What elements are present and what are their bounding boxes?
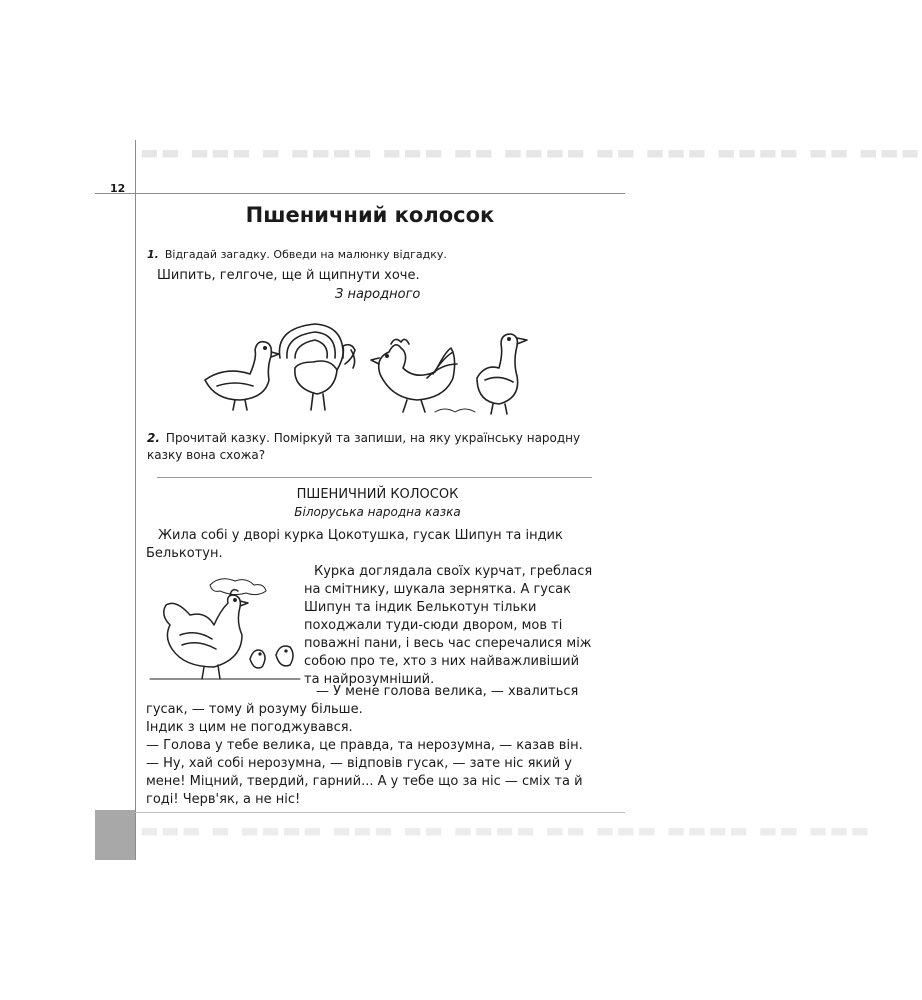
riddle-source: З народного [335,287,421,302]
rooster-icon[interactable] [371,339,457,412]
hen-chicks-illustration [150,575,300,685]
task-2-instruction: Прочитай казку. Поміркуй та запиши, на яку українську народну казку вона схожа? [147,431,581,462]
page-number: 12 [110,182,126,195]
answer-line[interactable] [157,477,592,478]
goose-icon[interactable] [477,334,527,414]
dialogue-line-1: — У мене голова велика, — хвалиться гусак, — тому й розуму більше. [146,684,579,717]
bleed-through-text-bottom: ▬▬▬ ▬ ▬▬▬▬ ▬▬▬ ▬▬ ▬▬▬▬ ▬▬ ▬▬▬ ▬▬▬▬ ▬▬ ▬▬▬ [140,818,872,842]
header-line [95,193,625,194]
duck-icon[interactable] [205,342,279,410]
dialogue-line-2: Індик з цим не погоджувався. [146,720,353,735]
dialogue-line-3: — Голова у тебе велика, це правда, та нерозумна, — казав він. [146,738,583,753]
story-paragraph-1: Жила собі у дворі курка Цокотушка, гусак Шипун та індик Белькотун. [146,528,563,561]
dialogue-line-4: — Ну, хай собі нерозумна, — відповів гусак, — зате ніс який у мене! Міцний, твердий, гарний... А у тебе що за ніс — сміх та й годі! Черв'як, а не ніс! [146,756,583,807]
riddle-text: Шипить, гелгоче, ще й щипнути хоче. [157,268,420,283]
bleed-through-text: ▬▬ ▬▬▬ ▬ ▬▬▬▬ ▬▬▬ ▬▬ ▬▬▬▬ ▬▬ ▬▬▬ ▬▬▬▬ ▬▬ ▬▬▬ [140,140,922,164]
page-title: Пшеничний колосок [245,203,495,227]
task-1-instruction: Відгадай загадку. Обведи на малюнку відгадку. [164,248,447,261]
task-1-number: 1. [147,248,159,261]
story-subtitle: Білоруська народна казка [294,505,461,519]
story-title: ПШЕНИЧНИЙ КОЛОСОК [296,487,459,502]
story-dialogue [146,683,596,809]
birds-illustration[interactable] [195,318,525,418]
margin-line [135,140,136,860]
task-1 [147,248,447,261]
page-tab [95,810,135,860]
footer-line [135,812,625,813]
task-2 [147,430,597,464]
turkey-icon[interactable] [279,324,355,410]
story-paragraph-2: Курка доглядала своїх курчат, греблася на смітнику, шукала зернятка. А гусак Шипун та індик Белькотун тільки походжали туди-сюди двором, мов ті поважні пани, і весь час сперечалися між собою про те, хто з них найважливіший та найрозумніший. [304,564,593,687]
task-2-number: 2. [147,431,160,445]
